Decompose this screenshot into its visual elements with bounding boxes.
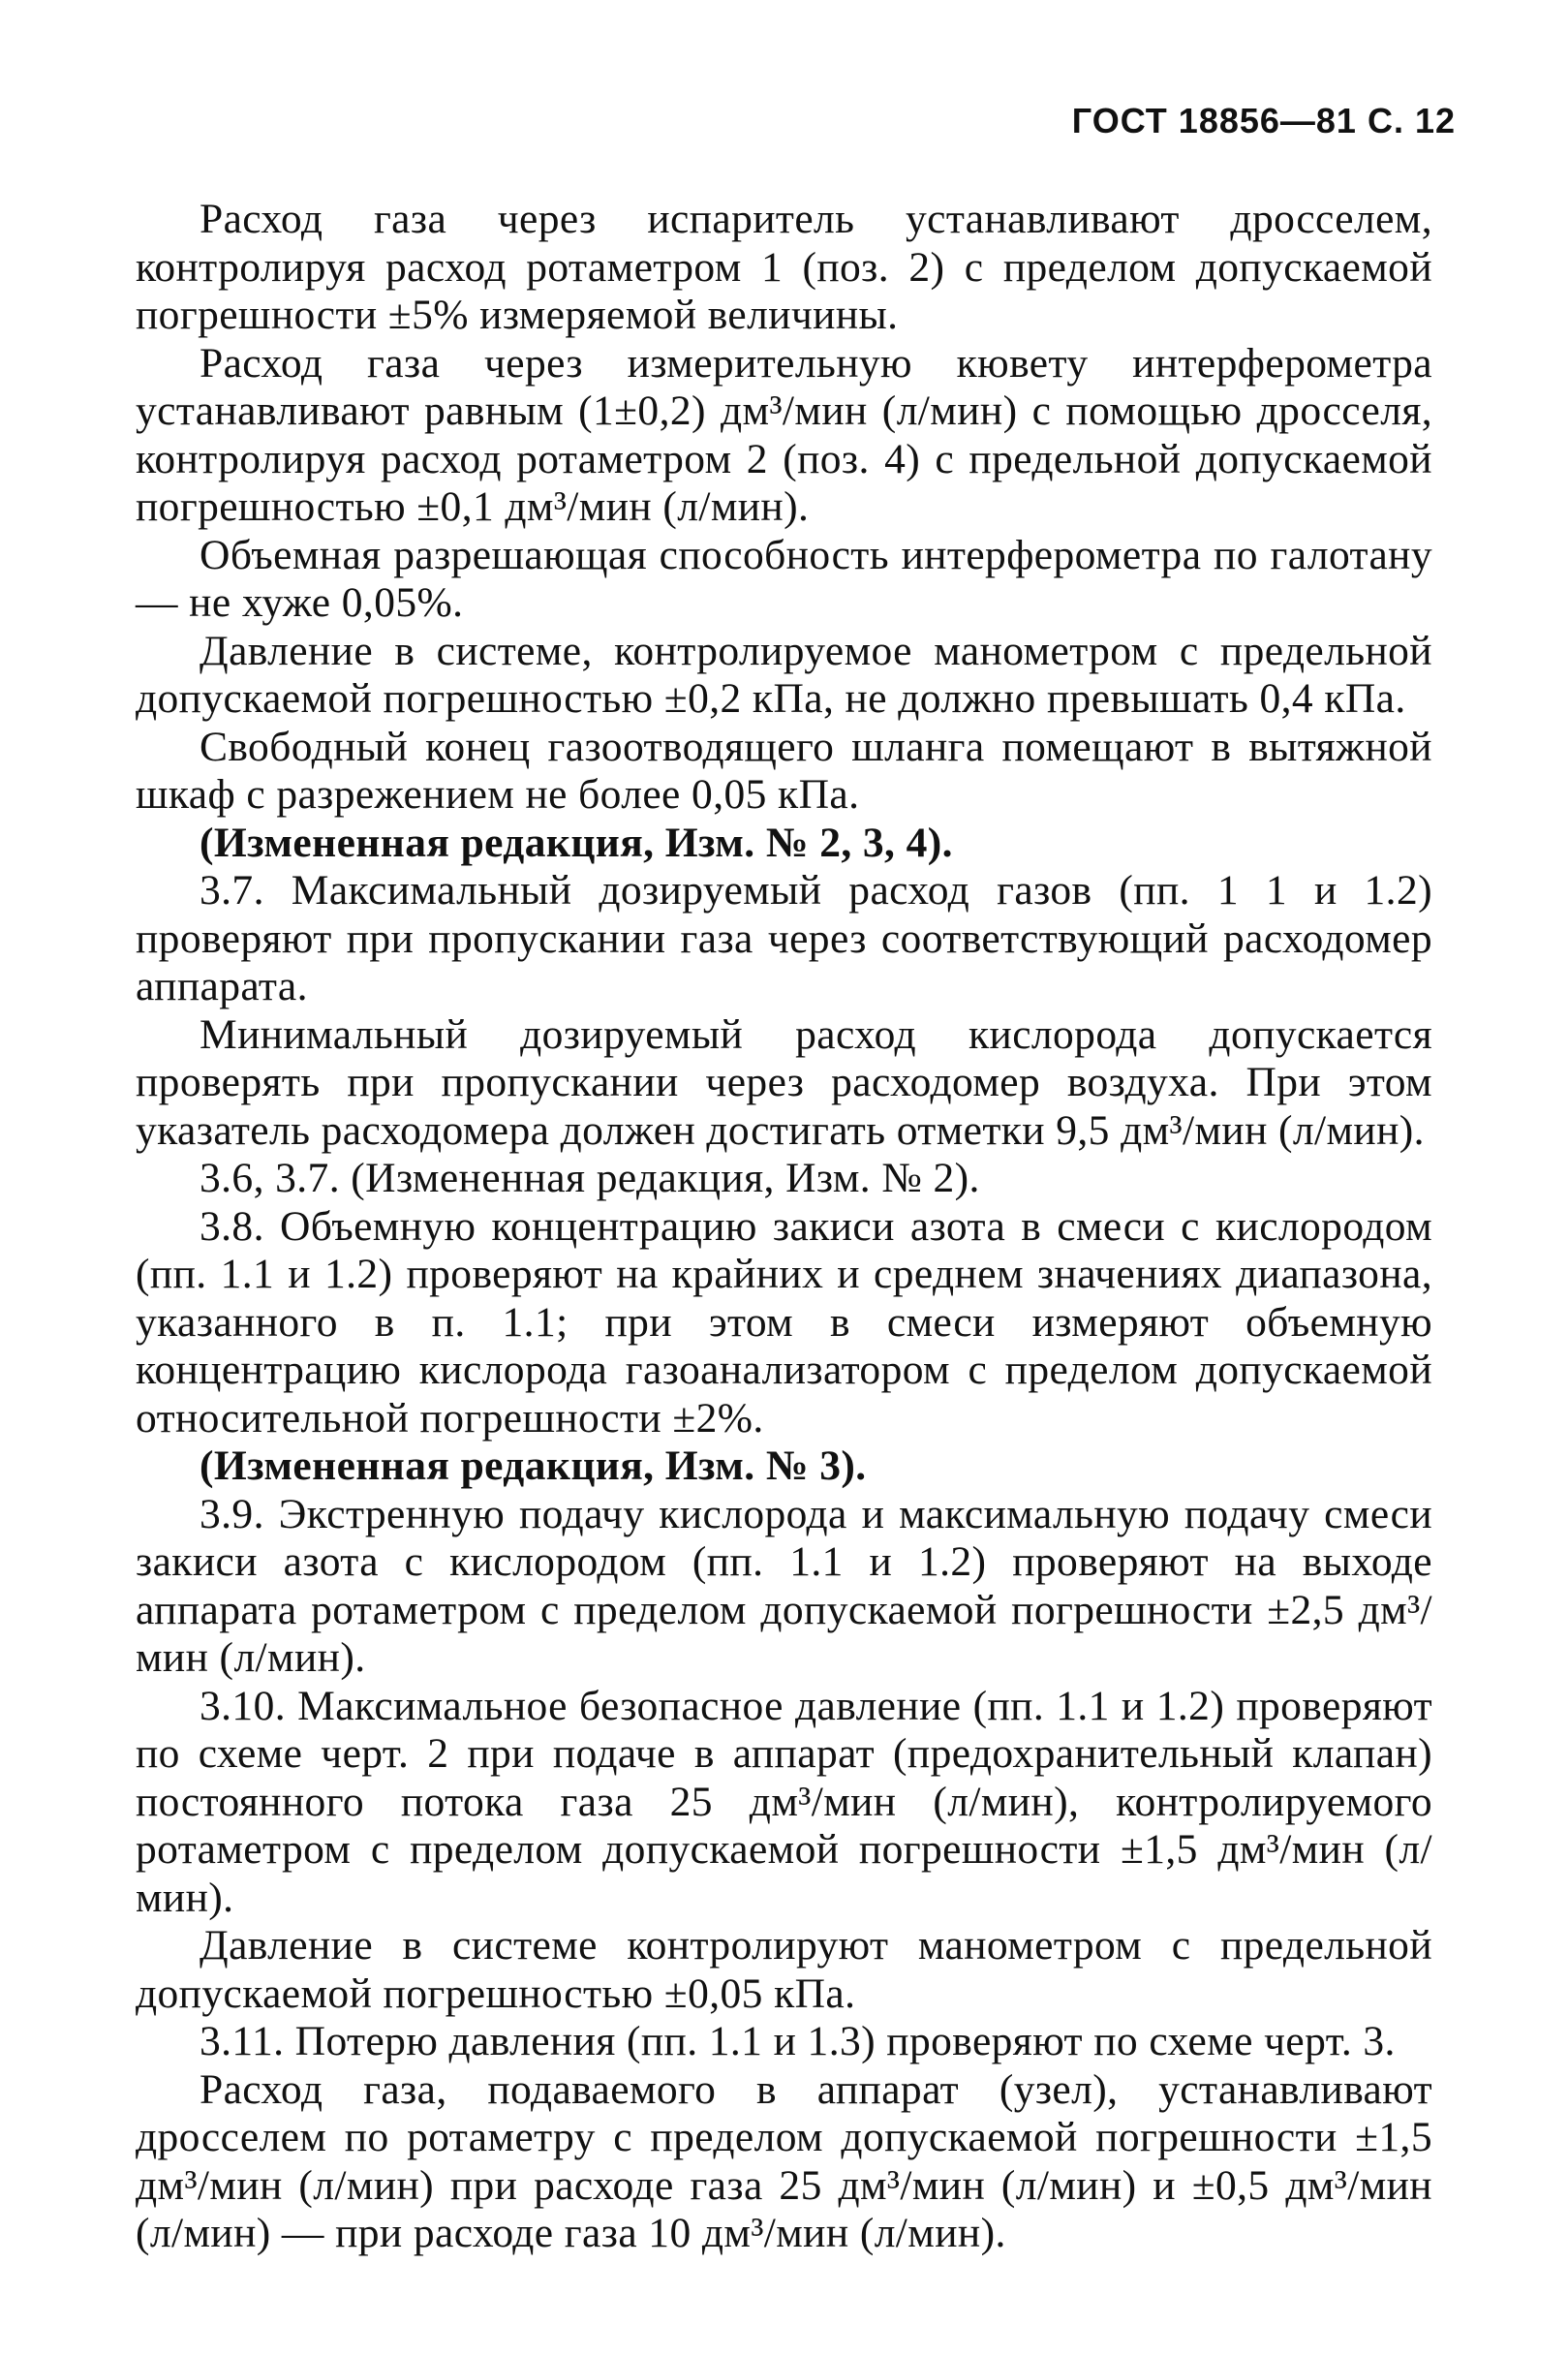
paragraph: 3.8. Объемную концентрацию закиси азота в смеси с кислородом (пп. 1.1 и 1.2) проверяют на крайних и среднем значениях диапазона, указанного в п. 1.1; при этом в смеси измеряют объемную концентрацию кислорода газоанализатором с пределом допускаемой относительной погрешности ±2%. — [136, 1202, 1432, 1442]
paragraph: 3.11. Потерю давления (пп. 1.1 и 1.3) проверяют по схеме черт. 3. — [200, 2018, 1396, 2064]
paragraph: 3.10. Максимальное безопасное давление (пп. 1.1 и 1.2) проверяют по схеме черт. 2 при подаче в аппарат (предохранительный клапан) постоянного потока газа 25 дм³/мин (л/мин), контролируемого ротаметром с пределом допускаемой погрешности ±1,5 дм³/мин (л/мин). — [136, 1682, 1432, 1921]
paragraph: Давление в системе, контролируемое манометром с предельной допускаемой погрешностью ±0,2 кПа, не должно превышать 0,4 кПа. — [136, 627, 1432, 722]
paragraph: (Измененная редакция, Изм. № 2, 3, 4). — [200, 819, 953, 866]
paragraph: Расход газа через испаритель устанавливают дросселем, контролируя расход ротаметром 1 (поз. 2) с пределом допускаемой погрешности ±5% измеряемой величины. — [136, 196, 1432, 338]
page-header: ГОСТ 18856—81 С. 12 — [1071, 101, 1456, 140]
paragraph: 3.7. Максимальный дозируемый расход газов (пп. 1 1 и 1.2) проверяют при пропускании газа через соответствующий расходомер аппарата. — [136, 867, 1432, 1009]
paragraph: (Измененная редакция, Изм. № 3). — [200, 1442, 867, 1489]
paragraph: Свободный конец газоотводящего шланга помещают в вытяжной шкаф с разрежением не более 0,05 кПа. — [136, 723, 1432, 818]
paragraph: Минимальный дозируемый расход кислорода допускается проверять при пропускании через расходомер воздуха. При этом указатель расходомера должен достигать отметки 9,5 дм³/мин (л/мин). — [136, 1010, 1432, 1154]
paragraph: 3.9. Экстренную подачу кислорода и максимальную подачу смеси закиси азота с кислородом (пп. 1.1 и 1.2) проверяют на выходе аппарата ротаметром с пределом допускаемой погрешности ±2,5 дм³/мин (л/мин). — [136, 1490, 1432, 1681]
paragraph: Расход газа, подаваемого в аппарат (узел), устанавливают дросселем по ротаметру с пределом допускаемой погрешности ±1,5 дм³/мин (л/мин) при расходе газа 25 дм³/мин (л/мин) и ±0,5 дм³/мин (л/мин) — при расходе газа 10 дм³/мин (л/мин). — [136, 2065, 1432, 2256]
paragraph: Расход газа через измерительную кювету интерферометра устанавливают равным (1±0,2) дм³/мин (л/мин) с помощью дросселя, контролируя расход ротаметром 2 (поз. 4) с предельной допускаемой погрешностью ±0,1 дм³/мин (л/мин). — [136, 339, 1432, 530]
document-body — [136, 196, 1432, 2258]
paragraph: 3.6, 3.7. (Измененная редакция, Изм. № 2). — [200, 1155, 980, 1201]
paragraph: Давление в системе контролируют манометром с предельной допускаемой погрешностью ±0,05 кПа. — [136, 1922, 1432, 2017]
paragraph: Объемная разрешающая способность интерферометра по галотану — не хуже 0,05%. — [136, 531, 1432, 626]
